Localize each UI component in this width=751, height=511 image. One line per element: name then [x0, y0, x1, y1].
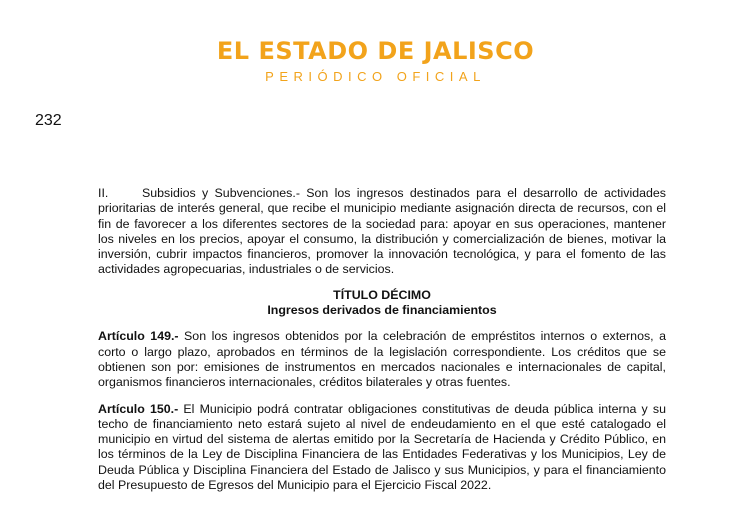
- masthead: [0, 36, 751, 86]
- masthead-title: EL ESTADO DE JALISCO: [216, 37, 535, 65]
- title-block: [98, 288, 666, 319]
- section-ii-paragraph: [98, 186, 666, 278]
- section-ii-text: Subsidios y Subvenciones.- Son los ingresos destinados para el desarrollo de actividades prioritarias de interés general, que recibe el municipio mediante asignación directa de recursos, con el fin de favorecer a los diferentes sectores de la sociedad para: apoyar en sus operaciones, mantener los niveles en los precios, apoyar el consumo, la distribución y comercialización de bienes, motivar la inversión, cubrir impactos financieros, promover la innovación tecnológica, y para el fomento de las actividades agropecuarias, industriales o de servicios.: [98, 186, 666, 277]
- article-150: [98, 402, 666, 494]
- masthead-subtitle: PERIÓDICO OFICIAL: [265, 69, 486, 84]
- article-149-label: Artículo 149.-: [98, 329, 179, 344]
- article-150-text: El Municipio podrá contratar obligaciones constitutivas de deuda pública interna y su techo de financiamiento neto estará sujeto al nivel de endeudamiento en el que esté catalogado el municipio en virtud del sistema de alertas emitido por la Secretaría de Hacienda y Crédito Público, en los términos de la Ley de Disciplina Financiera de las Entidades Federativas y los Municipios, Ley de Deuda Pública y Disciplina Financiera del Estado de Jalisco y sus Municipios, y para el financiamiento del Presupuesto de Egresos del Municipio para el Ejercicio Fiscal 2022.: [98, 401, 666, 493]
- article-149-text: Son los ingresos obtenidos por la celebración de empréstitos internos o externos, a corto o largo plazo, aprobados en términos de la legislación correspondiente. Los créditos que se obtienen son por: emisiones de instrumentos en mercados nacionales e internacionales de capital, organismos financieros internacionales, créditos bilaterales y otras fuentes.: [98, 329, 666, 390]
- title-heading: TÍTULO DÉCIMO: [333, 287, 431, 302]
- title-subheading: Ingresos derivados de financiamientos: [267, 303, 497, 318]
- section-ii-numeral: II.: [98, 186, 109, 200]
- document-body: [98, 186, 666, 493]
- article-150-label: Artículo 150.-: [98, 401, 179, 416]
- page-number: 232: [35, 112, 62, 129]
- article-149: [98, 329, 666, 390]
